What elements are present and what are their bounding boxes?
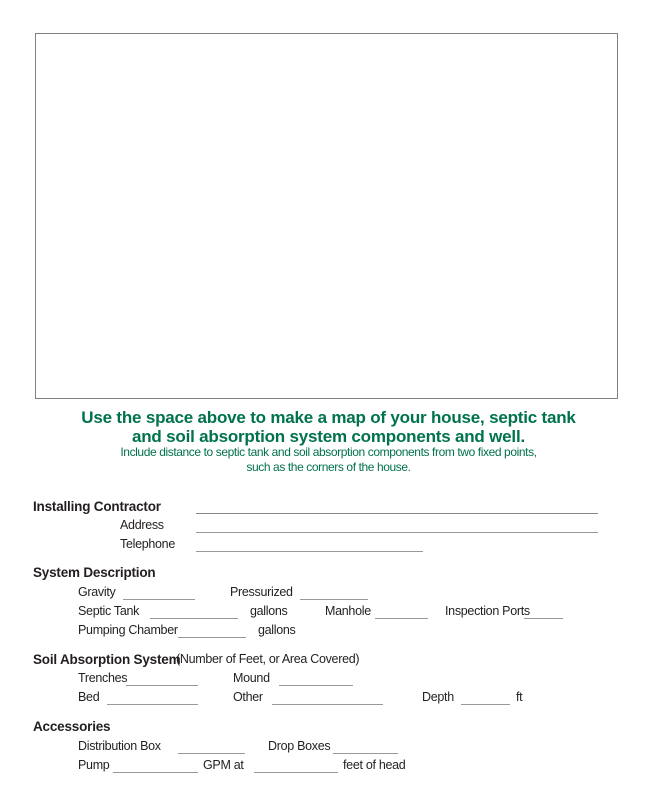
other-blank <box>272 692 383 705</box>
pump-row <box>0 758 657 775</box>
distribution-box-row <box>0 739 657 756</box>
distribution-box-blank <box>178 741 245 754</box>
mound-blank <box>279 673 353 686</box>
pressurized-blank <box>300 587 368 600</box>
trenches-blank <box>126 673 198 686</box>
pressurized-label: Pressurized <box>230 585 293 599</box>
drop-boxes-blank <box>333 741 398 754</box>
trenches-label: Trenches <box>78 671 128 685</box>
system-description-heading-row <box>0 565 657 582</box>
mound-label: Mound <box>233 671 270 685</box>
bed-blank <box>107 692 198 705</box>
septic-tank-label: Septic Tank <box>78 604 140 618</box>
installing-contractor-blank <box>196 501 598 514</box>
pumping-chamber-label: Pumping Chamber <box>78 623 178 637</box>
telephone-row <box>0 537 657 554</box>
telephone-label: Telephone <box>120 537 175 551</box>
bed-label: Bed <box>78 690 100 704</box>
manhole-blank <box>375 606 428 619</box>
gallons-label: gallons <box>258 623 296 637</box>
pump-head-blank <box>254 760 338 773</box>
gravity-row <box>0 585 657 602</box>
address-label: Address <box>120 518 164 532</box>
accessories-heading-row <box>0 719 657 736</box>
depth-blank <box>461 692 510 705</box>
gravity-blank <box>123 587 195 600</box>
drop-boxes-label: Drop Boxes <box>268 739 331 753</box>
soil-absorption-heading-note: (Number of Feet, or Area Covered) <box>176 652 360 666</box>
soil-absorption-heading-row <box>0 652 657 669</box>
pump-gpm-blank <box>113 760 198 773</box>
map-caption-line2: and soil absorption system components and well. <box>131 427 525 446</box>
map-caption-line1: Use the space above to make a map of your house, septic tank <box>81 408 576 427</box>
gpm-at-label: GPM at <box>203 758 244 772</box>
feet-of-head-label: feet of head <box>343 758 406 772</box>
map-caption <box>0 408 657 446</box>
map-note-line2: such as the corners of the house. <box>246 460 411 474</box>
installing-contractor-row <box>0 499 657 516</box>
ft-label: ft <box>516 690 523 704</box>
telephone-blank <box>196 539 423 552</box>
septic-tank-gallons-blank <box>150 606 238 619</box>
map-note <box>0 445 657 475</box>
map-drawing-area <box>35 33 618 399</box>
address-row <box>0 518 657 535</box>
pumping-chamber-row <box>0 623 657 640</box>
installing-contractor-heading: Installing Contractor <box>33 499 161 514</box>
other-label: Other <box>233 690 263 704</box>
gravity-label: Gravity <box>78 585 116 599</box>
pumping-chamber-gallons-blank <box>178 625 246 638</box>
accessories-heading: Accessories <box>33 719 111 734</box>
inspection-ports-label: Inspection Ports <box>445 604 530 618</box>
soil-absorption-heading: Soil Absorption System <box>33 652 181 667</box>
pump-label: Pump <box>78 758 110 772</box>
system-description-heading: System Description <box>33 565 156 580</box>
depth-label: Depth <box>422 690 454 704</box>
manhole-label: Manhole <box>325 604 371 618</box>
inspection-ports-blank <box>524 606 563 619</box>
distribution-box-label: Distribution Box <box>78 739 161 753</box>
bed-row <box>0 690 657 707</box>
septic-tank-row <box>0 604 657 621</box>
map-note-line1: Include distance to septic tank and soil absorption components from two fixed points, <box>120 445 537 459</box>
trenches-row <box>0 671 657 688</box>
address-blank <box>196 520 598 533</box>
gallons-label: gallons <box>250 604 288 618</box>
